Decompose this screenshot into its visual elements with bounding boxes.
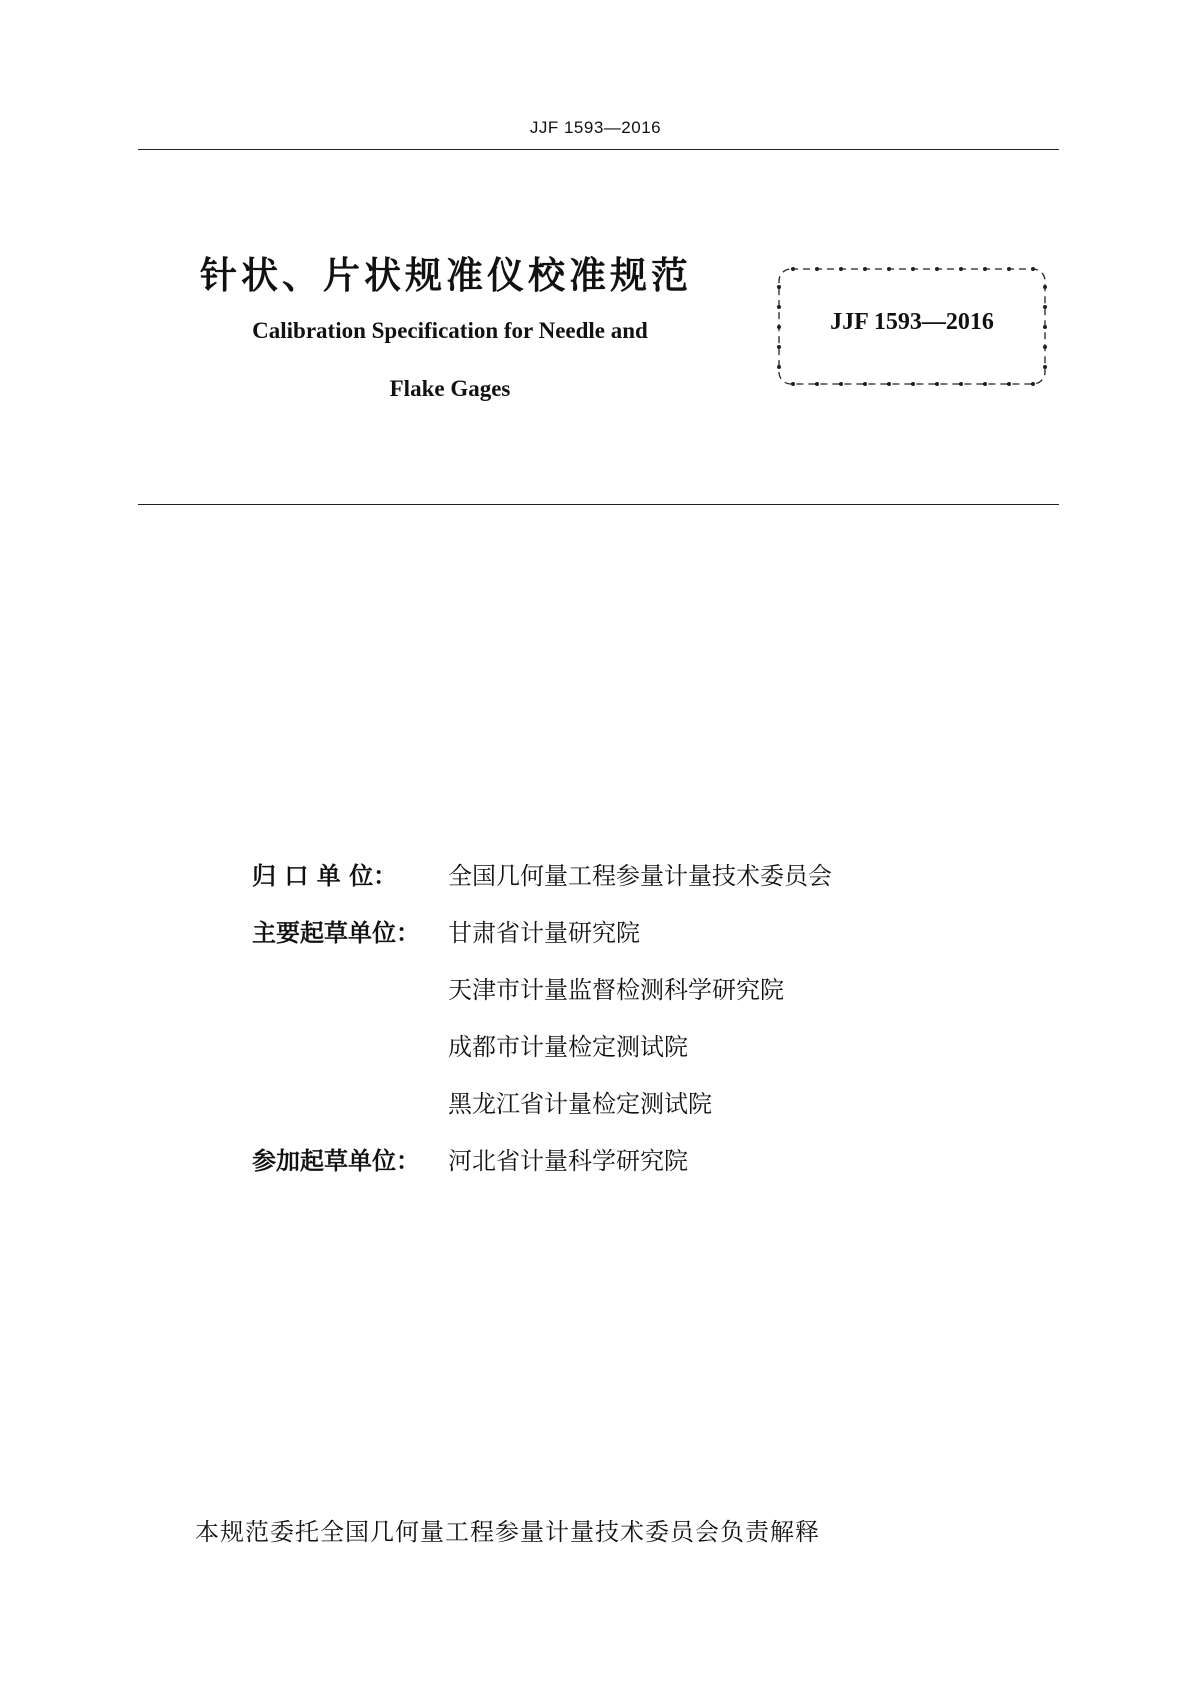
border-dot: [983, 267, 987, 271]
org-row: [252, 1027, 1052, 1084]
border-dot: [815, 267, 819, 271]
footer-interpretation-note: 本规范委托全国几何量工程参量计量技术委员会负责解释: [195, 1518, 820, 1546]
org-value: 成都市计量检定测试院: [448, 1033, 688, 1061]
border-dot: [1043, 365, 1047, 369]
border-dot: [1043, 285, 1047, 289]
border-dot: [1031, 382, 1035, 386]
title-english-line-2: Flake Gages: [389, 376, 511, 401]
border-dot: [935, 267, 939, 271]
border-dot: [791, 267, 795, 271]
border-dot: [839, 382, 843, 386]
border-dot: [1043, 345, 1047, 349]
border-dot: [959, 267, 963, 271]
border-dot: [863, 382, 867, 386]
border-dot: [911, 267, 915, 271]
org-label: 主要起草单位：: [252, 919, 420, 947]
border-dot: [1007, 267, 1011, 271]
border-dot: [935, 382, 939, 386]
border-dot: [777, 345, 781, 349]
org-row: [252, 970, 1052, 1027]
title-bottom-rule: [138, 504, 1059, 505]
org-value: 黑龙江省计量检定测试院: [448, 1090, 712, 1118]
border-dot: [777, 285, 781, 289]
title-chinese: 针状、片状规准仪校准规范: [200, 254, 692, 297]
border-dot: [791, 382, 795, 386]
standard-code-box: [775, 265, 1049, 388]
border-dot: [887, 382, 891, 386]
org-value: 全国几何量工程参量计量技术委员会: [448, 862, 832, 890]
organization-list: [252, 856, 1052, 1198]
border-dot: [777, 365, 781, 369]
border-dot: [1007, 382, 1011, 386]
border-dot: [911, 382, 915, 386]
border-dot: [959, 382, 963, 386]
border-dot: [815, 382, 819, 386]
standard-code-box-text: JJF 1593—2016: [830, 309, 994, 335]
border-dot: [983, 382, 987, 386]
border-dot: [863, 267, 867, 271]
header-standard-code: JJF 1593—2016: [529, 118, 662, 137]
title-english-line-1: Calibration Specification for Needle and: [252, 318, 648, 343]
org-row: [252, 1084, 1052, 1141]
org-value: 甘肃省计量研究院: [448, 919, 640, 947]
org-row: [252, 913, 1052, 970]
org-value: 河北省计量科学研究院: [448, 1147, 688, 1175]
border-dot: [887, 267, 891, 271]
org-label: 归 口 单 位：: [252, 862, 398, 890]
border-dot: [839, 267, 843, 271]
org-label: 参加起草单位：: [252, 1147, 420, 1175]
org-row: [252, 856, 1052, 913]
header-rule: [138, 149, 1059, 150]
org-row: [252, 1141, 1052, 1198]
border-dot: [1031, 267, 1035, 271]
org-value: 天津市计量监督检测科学研究院: [448, 976, 784, 1004]
